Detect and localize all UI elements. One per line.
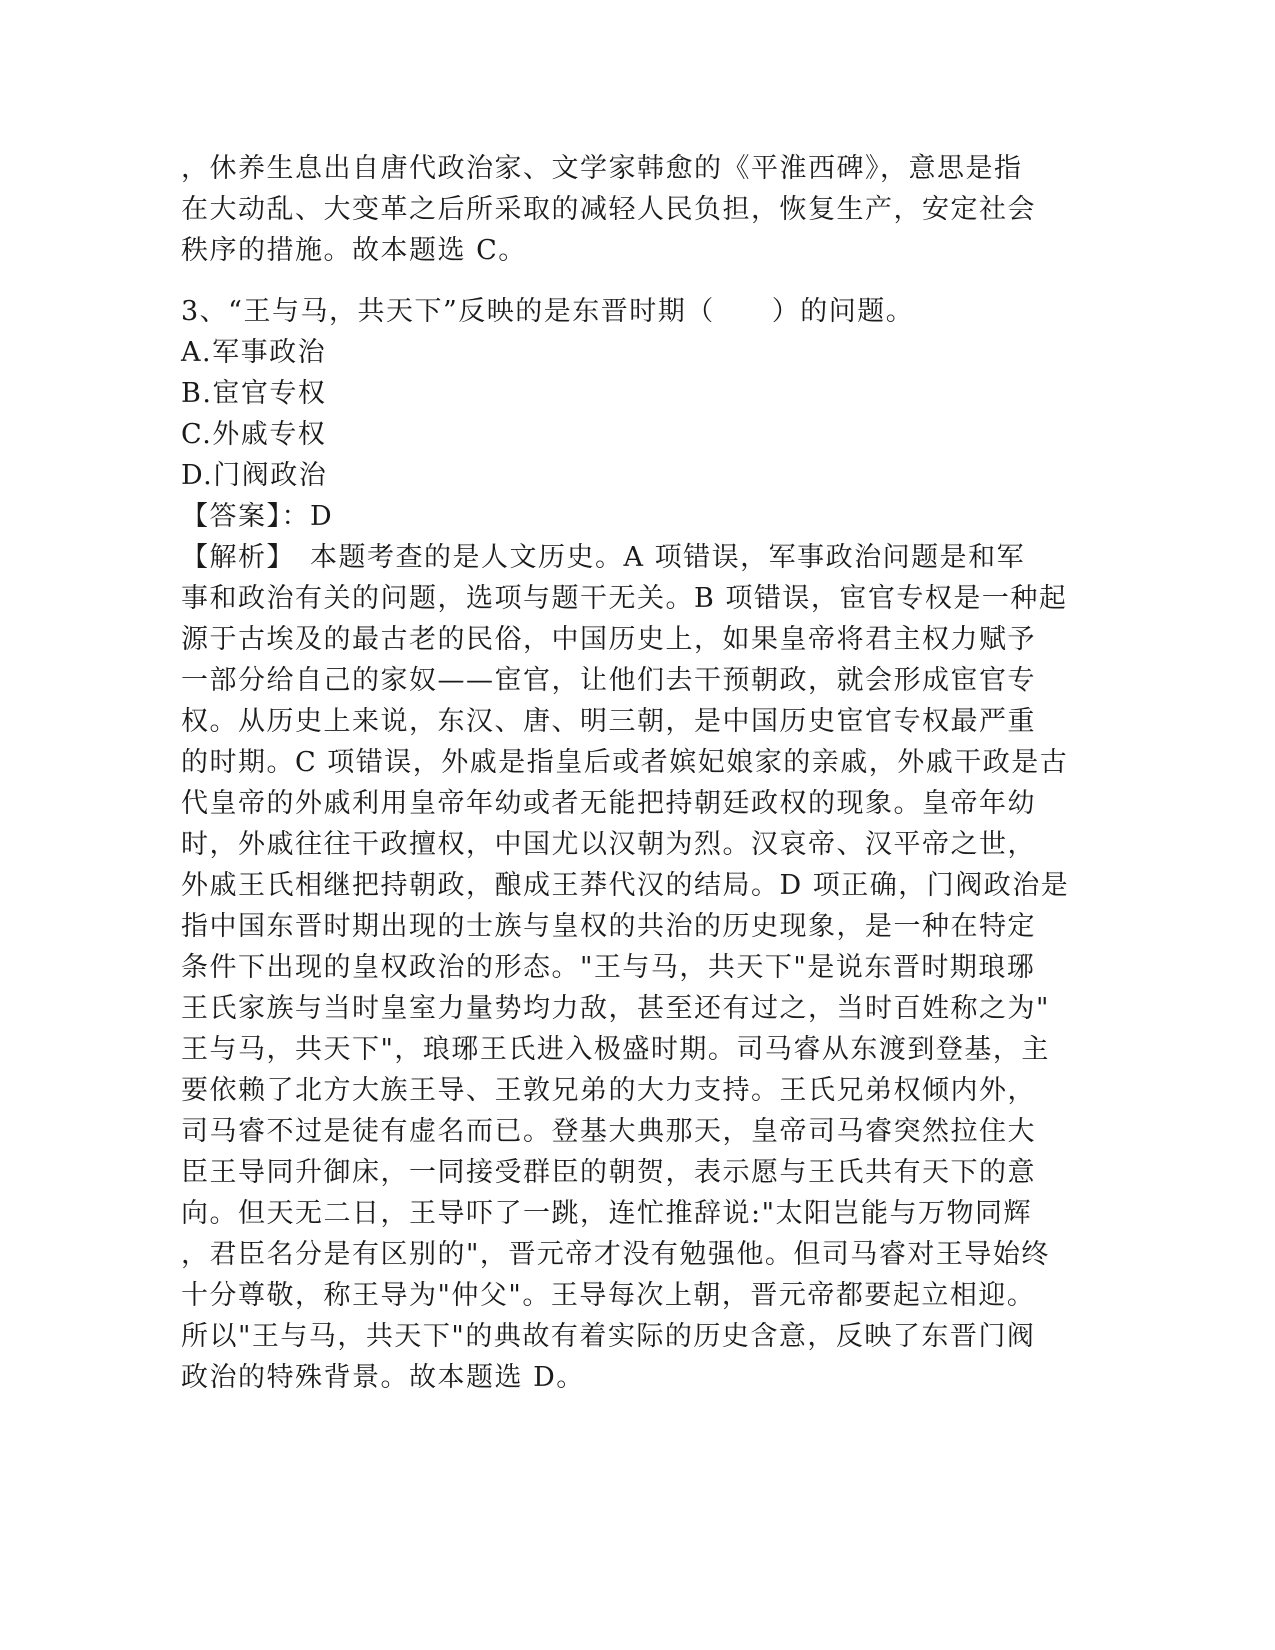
- text-line: 代皇帝的外戚利用皇帝年幼或者无能把持朝廷政权的现象。皇帝年幼: [181, 788, 1036, 819]
- option-b: B.宦官专权: [181, 378, 327, 409]
- option-c: C.外戚专权: [181, 419, 327, 450]
- text-line: 司马睿不过是徒有虚名而已。登基大典那天，皇帝司马睿突然拉住大: [181, 1116, 1036, 1147]
- text-line: 事和政治有关的问题，选项与题干无关。B 项错误，宦官专权是一种起: [181, 583, 1068, 614]
- explanation: [181, 537, 1070, 1398]
- previous-explanation: [181, 148, 1041, 271]
- option-d: D.门阀政治: [181, 460, 328, 491]
- text-line: 权。从历史上来说，东汉、唐、明三朝，是中国历史宦官专权最严重: [181, 706, 1036, 737]
- text-line: 向。但天无二日，王导吓了一跳，连忙推辞说:"太阳岂能与万物同辉: [181, 1198, 1033, 1229]
- text-line: 王与马，共天下"，琅琊王氏进入极盛时期。司马睿从东渡到登基，主: [181, 1034, 1050, 1065]
- text-line: 的时期。C 项错误，外戚是指皇后或者嫔妃娘家的亲戚，外戚干政是古: [181, 747, 1069, 778]
- text-line: 秩序的措施。故本题选 C。: [181, 235, 527, 266]
- text-line: 臣王导同升御床，一同接受群臣的朝贺，表示愿与王氏共有天下的意: [181, 1157, 1036, 1188]
- text-line: 十分尊敬，称王导为"仲父"。王导每次上朝，晋元帝都要起立相迎。: [181, 1280, 1036, 1311]
- question-3: [181, 291, 1041, 537]
- question-stem: 3、“王与马，共天下”反映的是东晋时期（ ）的问题。: [181, 296, 915, 327]
- answer-line: 【答案】：D: [181, 501, 334, 532]
- text-line: 政治的特殊背景。故本题选 D。: [181, 1362, 585, 1393]
- text-line: 在大动乱、大变革之后所采取的减轻人民负担，恢复生产，安定社会: [181, 194, 1036, 225]
- text-line: 时，外戚往往干政擅权，中国尤以汉朝为烈。汉哀帝、汉平帝之世，: [181, 829, 1036, 860]
- text-line: ，休养生息出自唐代政治家、文学家韩愈的《平淮西碑》，意思是指: [181, 153, 1023, 184]
- text-line: 源于古埃及的最古老的民俗，中国历史上，如果皇帝将君主权力赋予: [181, 624, 1036, 655]
- text-line: ，君臣名分是有区别的"，晋元帝才没有勉强他。但司马睿对王导始终: [181, 1239, 1050, 1270]
- text-line: 要依赖了北方大族王导、王敦兄弟的大力支持。王氏兄弟权倾内外，: [181, 1075, 1036, 1106]
- text-line: 指中国东晋时期出现的士族与皇权的共治的历史现象，是一种在特定: [181, 911, 1036, 942]
- text-line: 一部分给自己的家奴——宦官，让他们去干预朝政，就会形成宦官专: [181, 665, 1036, 696]
- option-a: A.军事政治: [181, 337, 327, 368]
- text-line: 王氏家族与当时皇室力量势均力敌，甚至还有过之，当时百姓称之为": [181, 993, 1050, 1024]
- text-line: 条件下出现的皇权政治的形态。"王与马，共天下"是说东晋时期琅琊: [181, 952, 1036, 983]
- text-line: 所以"王与马，共天下"的典故有着实际的历史含意，反映了东晋门阀: [181, 1321, 1036, 1352]
- text-line: 【解析】 本题考查的是人文历史。A 项错误，军事政治问题是和军: [181, 542, 1026, 573]
- text-line: 外戚王氏相继把持朝政，酿成王莽代汉的结局。D 项正确，门阀政治是: [181, 870, 1070, 901]
